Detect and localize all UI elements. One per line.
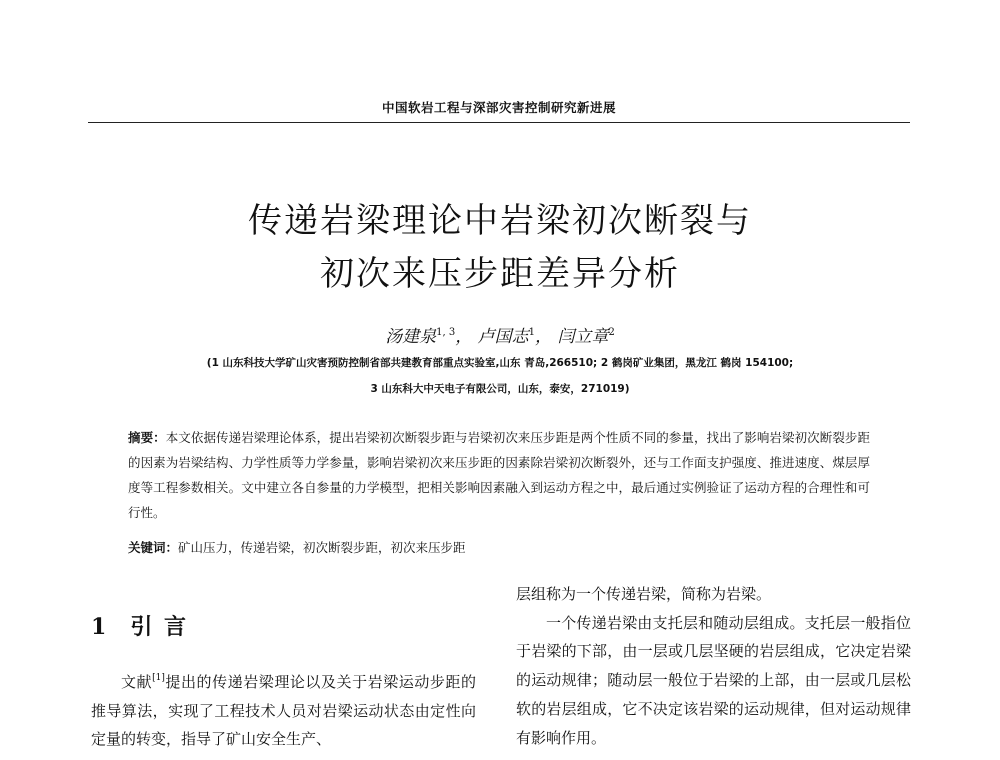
author-affiliation-mark: 1, 3 <box>436 327 456 338</box>
keywords-label: 关键词： <box>128 540 179 555</box>
author-list <box>0 322 1000 347</box>
section-number: 1 <box>91 614 109 640</box>
abstract-text: 本文依据传递岩梁理论体系，提出岩梁初次断裂步距与岩梁初次来压步距是两个性质不同的参量，找出了影响岩梁初次断裂步距的因素为岩梁结构、力学性质等力学参量，影响岩梁初次来压步距的因素除岩梁初次断裂外，还与工作面支护强度、推进速度、煤层厚度等工程参数相关。文中建立各自参量的力学模型，把相关影响因素融入到运动方程之中，最后通过实例验证了运动方程的合理性和可行性。 <box>128 430 870 520</box>
body-right-column <box>516 580 911 752</box>
section-title: 引 言 <box>130 614 188 640</box>
abstract-label: 摘要： <box>128 430 166 445</box>
body-paragraph: 一个传递岩梁由支托层和随动层组成。支托层一般指位于岩梁的下部，由一层或几层坚硬的岩层组成，它决定岩梁的运动规律；随动层一般位于岩梁的上部，由一层或几层松软的岩层组成，它不决定该岩梁的运动规律，但对运动规律有影响作用。 <box>516 613 911 747</box>
abstract <box>128 425 870 525</box>
paper-title-line-2: 初次来压步距差异分析 <box>320 254 680 294</box>
author-separator: ， <box>535 327 553 347</box>
keywords <box>128 538 870 556</box>
running-header: 中国软岩工程与深部灾害控制研究新进展 <box>381 100 616 115</box>
author-affiliation-mark: 2 <box>608 327 615 338</box>
section-heading <box>91 610 188 641</box>
keywords-text: 矿山压力，传递岩梁，初次断裂步距，初次来压步距 <box>178 540 466 555</box>
affiliation-line-1: (1 山东科技大学矿山灾害预防控制省部共建教育部重点实验室,山东 青岛,266510; 2 鹤岗矿业集团，黑龙江 鹤岗 154100; <box>206 357 794 369</box>
paper-title-line-1: 传递岩梁理论中岩梁初次断裂与 <box>248 201 752 241</box>
author-name: 闫立章 <box>557 327 609 347</box>
author-name: 汤建泉 <box>385 327 437 347</box>
affiliation-line-2: 3 山东科大中天电子有限公司，山东，泰安，271019) <box>370 383 630 395</box>
author-affiliation-mark: 1 <box>528 327 536 338</box>
citation-reference: [1] <box>152 673 165 683</box>
author-name: 卢国志 <box>477 327 529 347</box>
author-separator: ， <box>455 327 473 347</box>
body-paragraph: 层组称为一个传递岩梁，简称为岩梁。 <box>516 585 772 603</box>
body-left-column <box>91 668 476 754</box>
body-paragraph: 文献[1]提出的传递岩梁理论以及关于岩梁运动步距的推导算法，实现了工程技术人员对岩梁运动状态由定性向定量的转变，指导了矿山安全生产、 <box>91 673 476 749</box>
header-rule <box>88 122 910 123</box>
